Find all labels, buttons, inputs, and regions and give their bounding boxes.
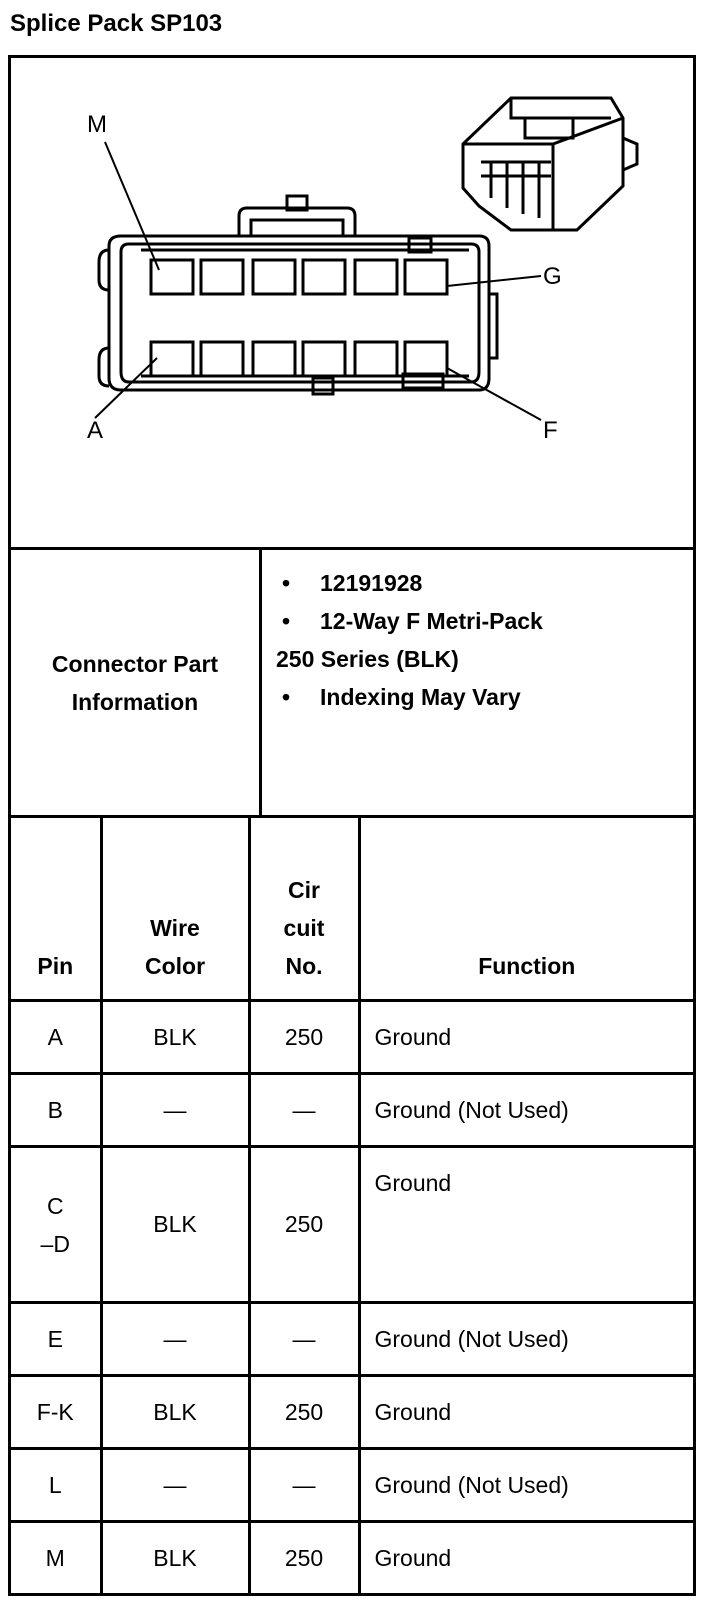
info-label-line-2: Information [71, 688, 199, 715]
cell-pin: M [11, 1522, 101, 1595]
info-item: • 12-Way F Metri-Pack [282, 608, 543, 634]
cell-function: Ground [359, 1376, 693, 1449]
cell-function: Ground [359, 1522, 693, 1595]
header-circuit-no: Cir cuit No. [249, 818, 359, 1001]
pin-table [11, 818, 693, 1596]
table-row [11, 1376, 693, 1449]
cell-wire-color: BLK [101, 1376, 249, 1449]
info-item: • 12191928 [282, 570, 423, 596]
table-row [11, 1522, 693, 1595]
header-pin: Pin [11, 818, 101, 1001]
cell-circuit: 250 [249, 1147, 359, 1303]
cell-circuit: 250 [249, 1522, 359, 1595]
label-pin-a: A [87, 417, 104, 444]
table-row [11, 1074, 693, 1147]
connector-diagram [11, 58, 693, 550]
table-row [11, 1449, 693, 1522]
cell-pin: A [11, 1001, 101, 1074]
info-item: 250 Series (BLK) [276, 646, 459, 672]
cell-circuit: 250 [249, 1001, 359, 1074]
cell-pin: F-K [11, 1376, 101, 1449]
connector-part-info [11, 550, 693, 818]
cell-pin: E [11, 1303, 101, 1376]
cell-wire-color: — [101, 1074, 249, 1147]
label-pin-m: M [87, 111, 107, 138]
label-pin-f: F [543, 417, 558, 444]
cell-circuit: — [249, 1303, 359, 1376]
header-wire-color: Wire Color [101, 818, 249, 1001]
cell-circuit: — [249, 1074, 359, 1147]
connector-part-info-list [262, 550, 543, 815]
table-row [11, 1303, 693, 1376]
cell-circuit: 250 [249, 1376, 359, 1449]
cell-wire-color: BLK [101, 1147, 249, 1303]
table-row [11, 1147, 693, 1303]
cell-function: Ground (Not Used) [359, 1449, 693, 1522]
page-title: Splice Pack SP103 [10, 10, 223, 37]
info-label-line-1: Connector Part [51, 650, 219, 677]
cell-function: Ground (Not Used) [359, 1303, 693, 1376]
cell-function: Ground [359, 1147, 693, 1303]
cell-wire-color: — [101, 1449, 249, 1522]
connector-sheet [8, 55, 696, 1596]
connector-face-drawing [11, 58, 693, 547]
header-function: Function [359, 818, 693, 1001]
label-pin-g: G [543, 263, 562, 290]
cell-pin: C –D [11, 1147, 101, 1303]
table-row [11, 1001, 693, 1074]
info-item: • Indexing May Vary [282, 684, 521, 710]
cell-wire-color: — [101, 1303, 249, 1376]
cell-wire-color: BLK [101, 1522, 249, 1595]
cell-function: Ground (Not Used) [359, 1074, 693, 1147]
connector-part-info-label [11, 550, 262, 815]
cell-pin: B [11, 1074, 101, 1147]
cell-wire-color: BLK [101, 1001, 249, 1074]
table-header-row [11, 818, 693, 1001]
cell-pin: L [11, 1449, 101, 1522]
cell-function: Ground [359, 1001, 693, 1074]
cell-circuit: — [249, 1449, 359, 1522]
